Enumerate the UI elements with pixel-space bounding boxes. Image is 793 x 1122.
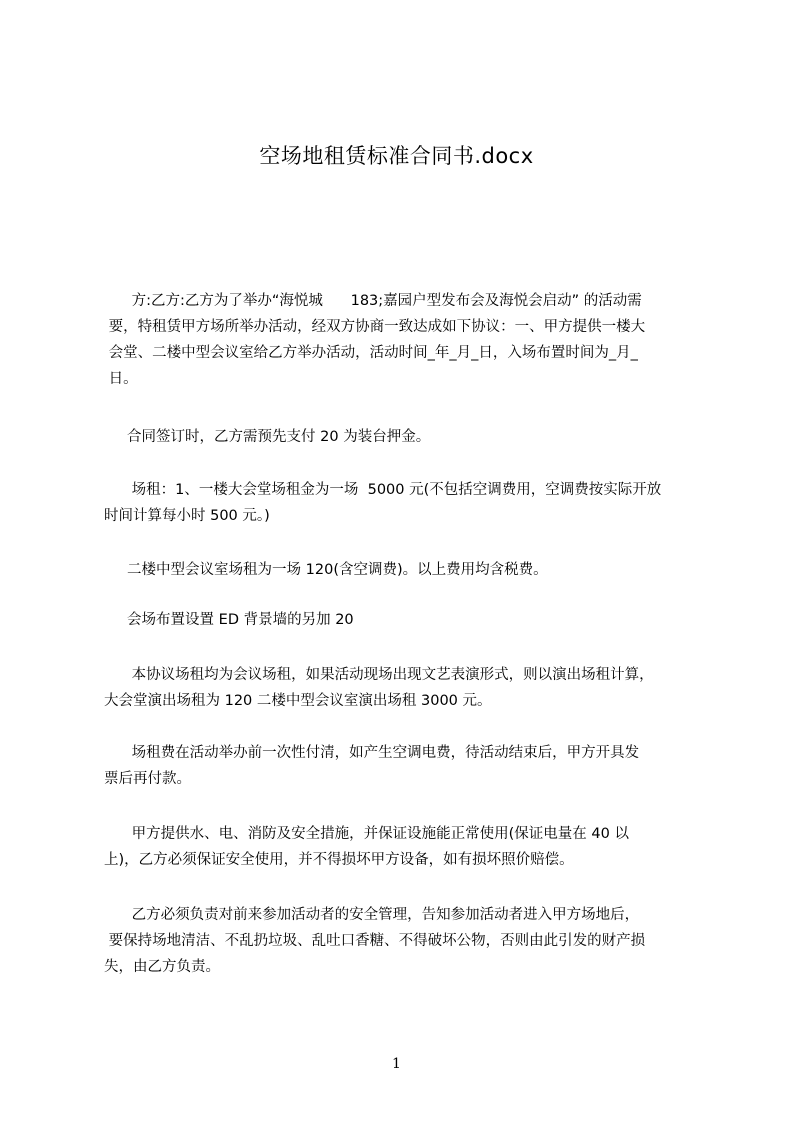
paragraph-line: 方:乙方:乙方为了举办“海悦城 183;嘉园户型发布会及海悦会启动” 的活动需 [104,293,642,309]
paragraph-performance-rent [104,662,704,714]
paragraph-activity-agreement [104,288,704,392]
paragraph-safety [104,902,704,980]
paragraph-line: 大会堂演出场租为 120 二楼中型会议室演出场租 3000 元。 [104,693,492,709]
paragraph-line: 本协议场租均为会议场租，如果活动现场出现文艺表演形式，则以演出场租计算， [104,667,654,683]
paragraph-line: 日。 [104,371,138,387]
paragraph-payment [104,740,704,792]
paragraph-line: 要保持场地清洁、不乱扔垃圾、乱吐口香糖、不得破坏公物，否则由此引发的财产损 [104,933,646,949]
paragraph-line: 二楼中型会议室场租为一场 120(含空调费)。以上费用均含税费。 [104,562,548,578]
paragraph-line: 时间计算每小时 500 元。) [104,508,270,524]
paragraph-line: 甲方提供水、电、消防及安全措施，并保证设施能正常使用(保证电量在 40 以 [104,826,629,842]
paragraph-rent-meeting-room [104,557,704,583]
paragraph-line: 乙方必须负责对前来参加活动者的安全管理，告知参加活动者进入甲方场地后， [104,907,640,923]
paragraph-led-wall [104,607,704,633]
paragraph-line: 会堂、二楼中型会议室给乙方举办活动，活动时间_年_月_日，入场布置时间为_月_ [104,345,638,361]
page-number: 1 [392,1056,401,1072]
paragraph-line: 要，特租赁甲方场所举办活动，经双方协商一致达成如下协议：一、甲方提供一楼大 [104,319,646,335]
paragraph-line: 失，由乙方负责。 [104,959,220,975]
paragraph-line: 场租费在活动举办前一次性付清，如产生空调电费，待活动结束后，甲方开具发 [104,745,640,761]
paragraph-line: 场租：1、一楼大会堂场租金为一场 5000 元(不包括空调费用，空调费按实际开放 [104,482,662,498]
paragraph-line: 合同签订时，乙方需预先支付 20 为装台押金。 [104,429,431,445]
paragraph-rent-hall [104,477,704,529]
paragraph-facilities [104,821,704,873]
document-title: 空场地租赁标准合同书.docx [259,144,534,168]
paragraph-line: 会场布置设置 ED 背景墙的另加 20 [104,612,354,628]
paragraph-deposit [104,424,704,450]
paragraph-line: 票后再付款。 [104,771,191,787]
paragraph-line: 上)，乙方必须保证安全使用，并不得损坏甲方设备，如有损坏照价赔偿。 [104,852,574,868]
